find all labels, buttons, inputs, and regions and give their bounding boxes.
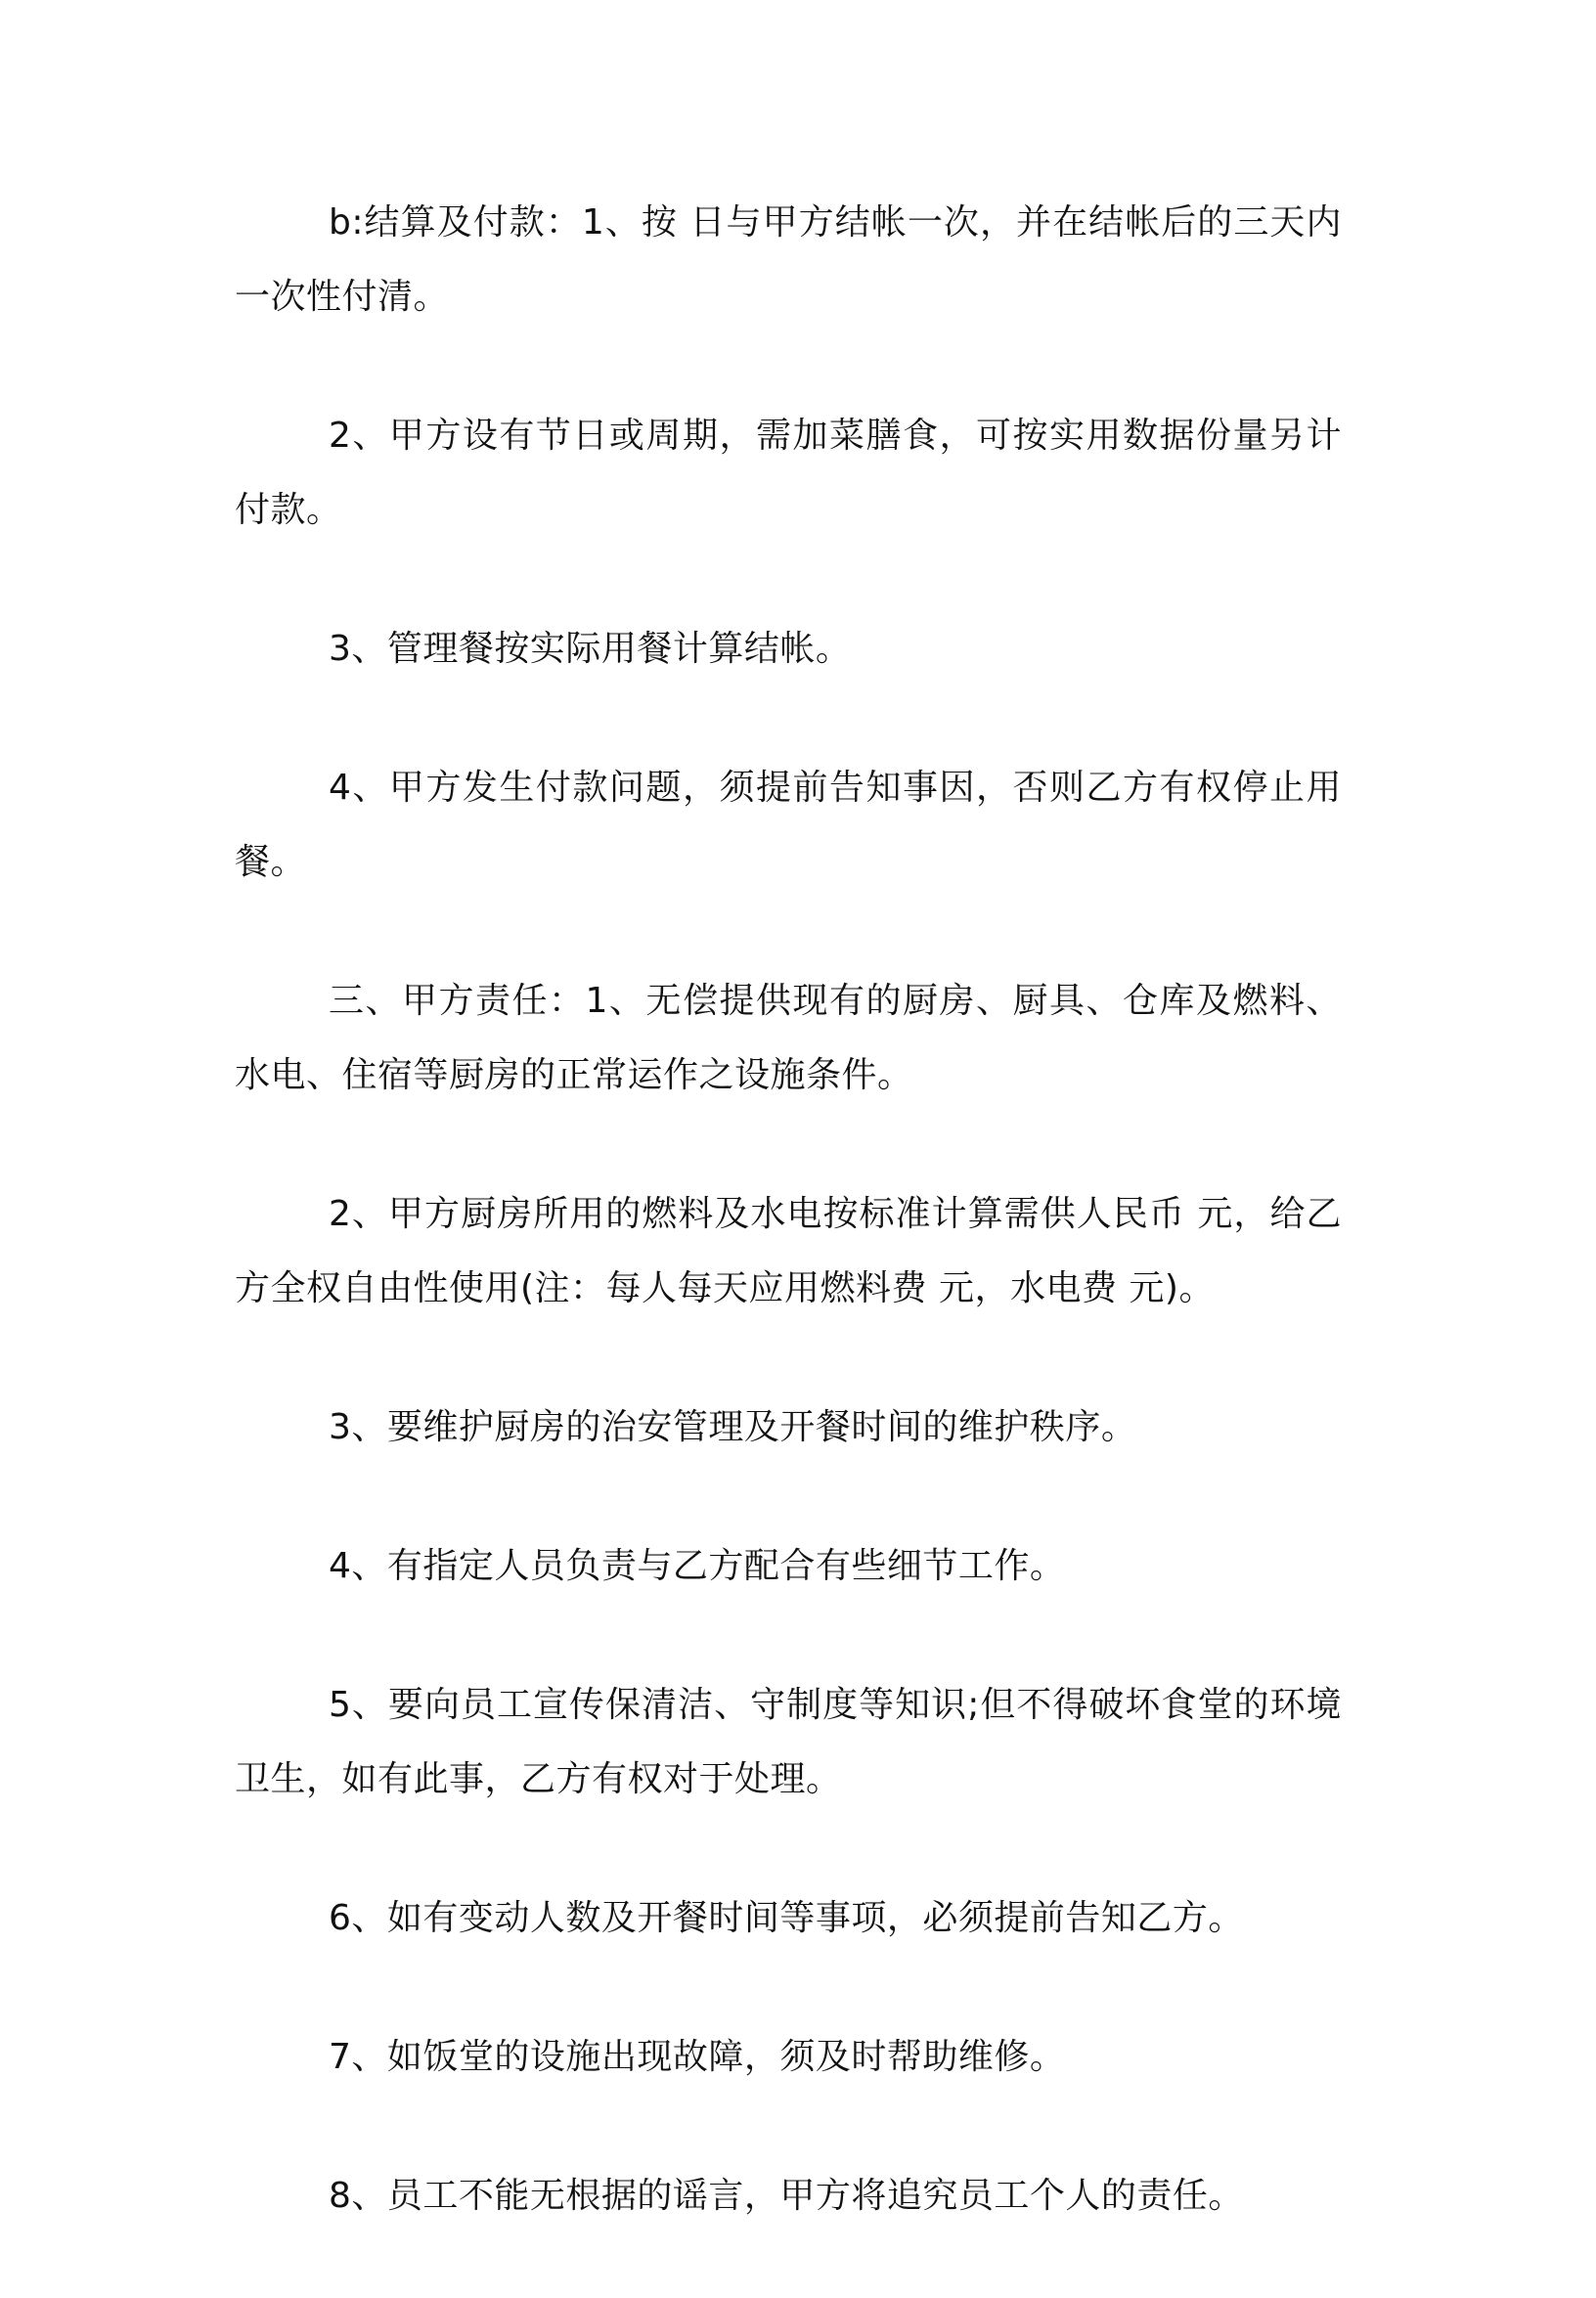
paragraph-party-a-duty-2: 2、甲方厨房所用的燃料及水电按标准计算需供人民币 元，给乙方全权自由性使用(注：每人每天应用燃料费 元，水电费 元)。 [235,1194,1342,1308]
paragraph-party-a-duty-4: 4、有指定人员负责与乙方配合有些细节工作。 [329,1546,1066,1586]
paragraph-settlement-4: 4、甲方发生付款问题，须提前告知事因，否则乙方有权停止用餐。 [235,768,1342,882]
paragraph-party-a-duty-1: 三、甲方责任：1、无偿提供现有的厨房、厨具、仓库及燃料、水电、住宿等厨房的正常运作之设施条件。 [235,981,1342,1095]
document-body [235,186,1342,2298]
paragraph-settlement-2: 2、甲方设有节日或周期，需加菜膳食，可按实用数据份量另计付款。 [235,416,1342,530]
paragraph-party-a-duty-8: 8、员工不能无根据的谣言，甲方将追究员工个人的责任。 [329,2176,1244,2216]
paragraph-settlement-3: 3、管理餐按实际用餐计算结帐。 [329,629,852,669]
paragraph-party-a-duty-3: 3、要维护厨房的治安管理及开餐时间的维护秩序。 [329,1407,1137,1447]
paragraph-settlement-1: b:结算及付款：1、按 日与甲方结帐一次，并在结帐后的三天内一次性付清。 [235,202,1342,317]
paragraph-party-a-duty-5: 5、要向员工宣传保清洁、守制度等知识;但不得破坏食堂的环境卫生，如有此事，乙方有权对于处理。 [235,1685,1342,1799]
paragraph-party-a-duty-6: 6、如有变动人数及开餐时间等事项，必须提前告知乙方。 [329,1898,1244,1938]
paragraph-party-a-duty-7: 7、如饭堂的设施出现故障，须及时帮助维修。 [329,2037,1066,2077]
